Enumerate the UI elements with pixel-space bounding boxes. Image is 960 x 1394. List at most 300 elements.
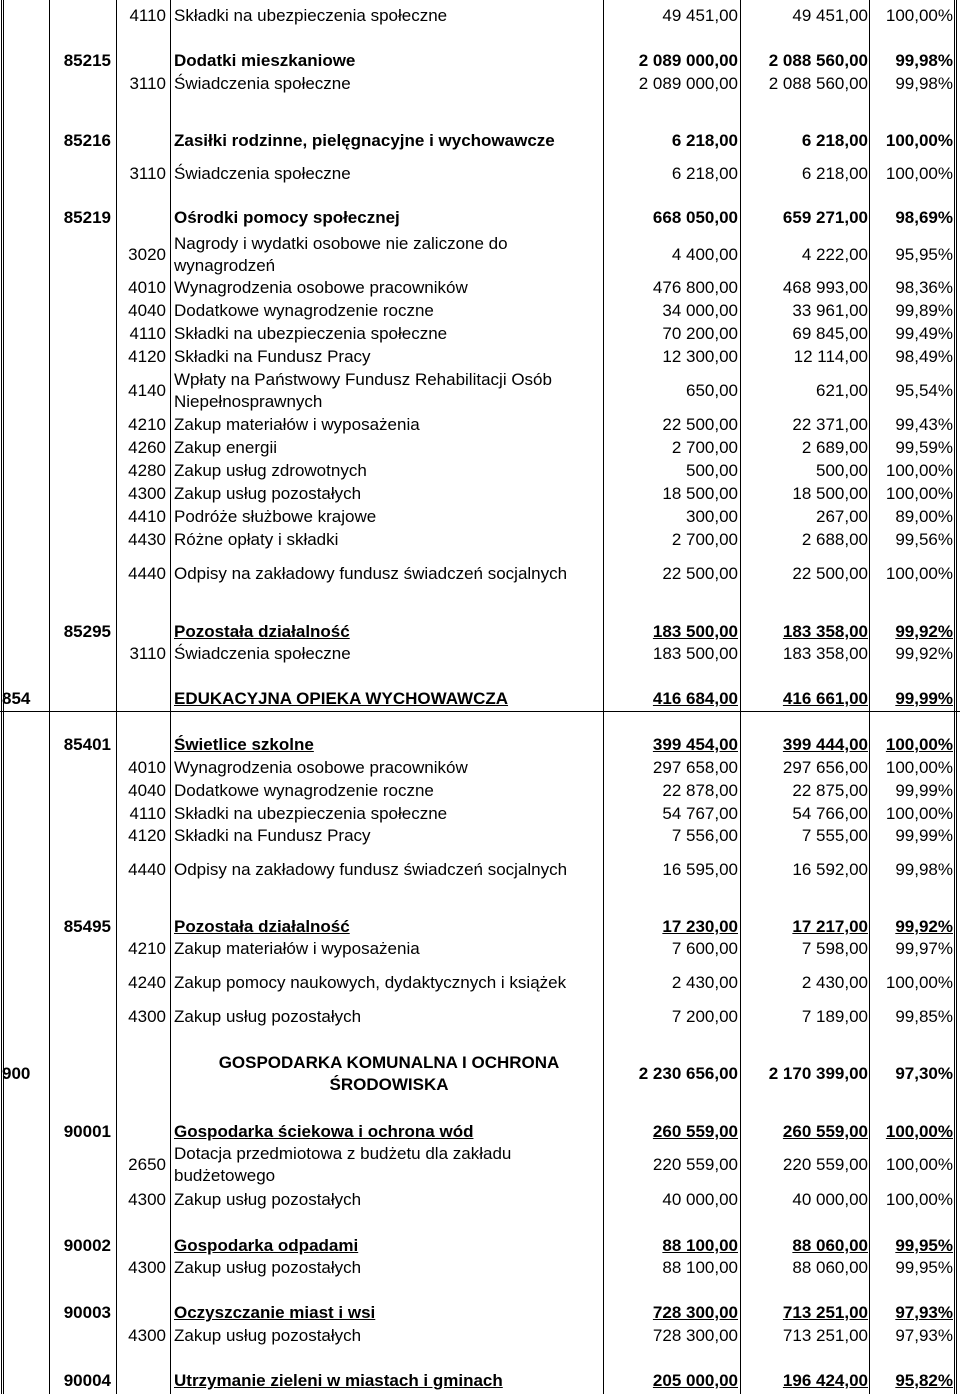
cell-roz: 90001 [63,1122,111,1141]
cell-plan: 205 000,00 [652,1371,738,1390]
cell-par: 4300 [128,1326,166,1345]
cell-exec: 54 766,00 [792,804,868,823]
cell-exec: 12 114,00 [793,347,868,366]
cell-name: Zakup usług pozostałych [174,484,362,503]
cell-name: Świadczenia społeczne [174,164,351,183]
cell-roz: 85215 [63,51,111,70]
table-row [0,937,960,961]
cell-dz [2,129,46,153]
cell-plan: 22 500,00 [662,415,738,434]
cell-roz [56,413,111,437]
cell-roz [56,802,111,826]
cell-par: 4040 [128,781,166,800]
cell-roz [56,858,111,882]
cell-dz [2,1188,46,1212]
cell-dz [2,345,46,369]
cell-plan: 2 430,00 [671,973,738,992]
cell-name: EDUKACYJNA OPIEKA WYCHOWAWCZA [174,689,509,708]
cell-plan: 34 000,00 [662,301,738,320]
cell-plan: 7 556,00 [671,826,738,845]
cell-exec: 6 218,00 [801,164,868,183]
cell-name: Świadczenia społeczne [174,644,351,663]
cell-plan: 6 218,00 [671,164,738,183]
cell-dz [2,505,46,529]
cell-exec: 17 217,00 [792,917,868,936]
cell-par: 4110 [129,804,166,823]
cell-pct: 100,00% [885,973,953,992]
cell-dz: 854 [2,689,31,708]
cell-dz [2,368,46,414]
cell-exec: 2 088 560,00 [768,74,868,93]
cell-pct: 99,98% [895,51,953,70]
cell-pct: 99,85% [895,1007,953,1026]
cell-exec: 220 559,00 [782,1155,868,1174]
cell-dz [2,620,46,644]
cell-name: Pozostała działalność [174,917,350,936]
cell-name: Dotacja przedmiotowa z budżetu dla zakładu budżetowego [174,1144,512,1185]
cell-plan: 17 230,00 [662,917,738,936]
table-row [0,505,960,529]
table-row [0,129,960,153]
cell-exec: 88 060,00 [792,1258,868,1277]
cell-name: Składki na ubezpieczenia społeczne [174,6,448,25]
cell-pct: 100,00% [885,1122,953,1141]
cell-name: Zakup usług pozostałych [174,1190,362,1209]
cell-plan: 2 230 656,00 [638,1064,738,1083]
cell-roz [56,505,111,529]
cell-par: 4210 [128,415,166,434]
cell-dz [2,1256,46,1280]
cell-name: Składki na ubezpieczenia społeczne [174,324,448,343]
cell-plan: 40 000,00 [662,1190,738,1209]
cell-par: 2650 [128,1155,166,1174]
cell-plan: 260 559,00 [652,1122,738,1141]
cell-dz [2,72,46,96]
cell-exec: 196 424,00 [782,1371,868,1390]
cell-par [118,49,166,73]
cell-plan: 18 500,00 [662,484,738,503]
cell-dz [2,459,46,483]
cell-pct: 98,36% [895,278,953,297]
cell-plan: 476 800,00 [652,278,738,297]
cell-par: 4300 [128,1258,166,1277]
cell-pct: 97,30% [895,1064,953,1083]
cell-roz [56,1005,111,1029]
cell-name: Zakup usług pozostałych [174,1007,362,1026]
cell-dz [2,1234,46,1258]
cell-par [118,733,166,757]
table-row [0,1301,960,1325]
cell-roz [56,562,111,586]
cell-roz [56,72,111,96]
cell-dz [2,733,46,757]
cell-plan: 4 400,00 [671,245,738,264]
cell-dz [2,413,46,437]
table-row [0,1256,960,1280]
cell-roz [56,824,111,848]
cell-roz [56,1142,111,1188]
cell-name: GOSPODARKA KOMUNALNA I OCHRONA ŚRODOWISKA [218,1053,560,1094]
cell-pct: 99,99% [895,781,953,800]
cell-pct: 99,98% [895,860,953,879]
table-row [0,562,960,586]
cell-plan: 668 050,00 [652,208,738,227]
table-row [0,232,960,278]
cell-name: Zakup usług zdrowotnych [174,461,367,480]
cell-pct: 100,00% [885,164,953,183]
cell-par: 4140 [128,381,166,400]
cell-roz [56,1188,111,1212]
cell-exec: 2 688,00 [801,530,868,549]
cell-roz [56,482,111,506]
cell-name: Utrzymanie zieleni w miastach i gminach [174,1371,503,1390]
cell-par: 4280 [128,461,166,480]
cell-name: Dodatki mieszkaniowe [174,51,356,70]
cell-exec: 88 060,00 [792,1236,868,1255]
cell-exec: 713 251,00 [782,1303,868,1322]
table-row [0,824,960,848]
cell-pct: 95,82% [895,1371,953,1390]
table-row [0,162,960,186]
table-row [0,802,960,826]
cell-pct: 99,92% [895,917,953,936]
cell-dz [2,1324,46,1348]
table-row [0,915,960,939]
cell-exec: 69 845,00 [792,324,868,343]
cell-dz [2,49,46,73]
cell-plan: 7 600,00 [671,939,738,958]
cell-exec: 22 500,00 [792,564,868,583]
cell-dz [2,824,46,848]
cell-exec: 297 656,00 [782,758,868,777]
cell-roz: 85495 [63,917,111,936]
cell-name: Dodatkowe wynagrodzenie roczne [174,781,434,800]
table-row [0,528,960,552]
cell-par: 3110 [129,74,166,93]
cell-plan: 500,00 [686,461,738,480]
cell-pct: 99,98% [895,74,953,93]
cell-dz [2,1142,46,1188]
cell-exec: 7 598,00 [801,939,868,958]
cell-dz [2,802,46,826]
cell-par: 4440 [128,860,166,879]
cell-exec: 49 451,00 [792,6,868,25]
table-row [0,345,960,369]
cell-name: Zakup pomocy naukowych, dydaktycznych i książek [174,973,567,992]
cell-plan: 183 500,00 [652,622,738,641]
cell-par: 4010 [128,278,166,297]
cell-name: Różne opłaty i składki [174,530,339,549]
cell-name: Składki na ubezpieczenia społeczne [174,804,448,823]
cell-exec: 2 088 560,00 [768,51,868,70]
cell-roz [56,436,111,460]
cell-par [118,1301,166,1325]
cell-name: Podróże służbowe krajowe [174,507,377,526]
cell-pct: 99,92% [895,622,953,641]
cell-par: 4300 [128,1007,166,1026]
table-row [0,642,960,666]
table-row [0,1188,960,1212]
cell-pct: 100,00% [885,461,953,480]
cell-par: 4440 [128,564,166,583]
cell-par: 3020 [128,245,166,264]
cell-par: 4110 [129,324,166,343]
table-row [0,1048,960,1100]
cell-exec: 22 371,00 [792,415,868,434]
cell-par: 4260 [128,438,166,457]
cell-dz [2,971,46,995]
cell-pct: 99,56% [895,530,953,549]
cell-par [118,1120,166,1144]
cell-roz: 90004 [63,1371,111,1390]
cell-name: Ośrodki pomocy społecznej [174,208,400,227]
cell-name: Zakup materiałów i wyposażenia [174,415,420,434]
cell-roz [56,937,111,961]
cell-dz [2,482,46,506]
cell-name: Zakup usług pozostałych [174,1258,362,1277]
cell-plan: 88 100,00 [662,1236,738,1255]
cell-pct: 98,49% [895,347,953,366]
table-row [0,482,960,506]
cell-par [118,1048,166,1100]
cell-pct: 100,00% [885,804,953,823]
cell-par: 4110 [129,6,166,25]
cell-exec: 500,00 [816,461,868,480]
cell-pct: 98,69% [895,208,953,227]
table-row [0,368,960,414]
table-row [0,436,960,460]
table-row [0,779,960,803]
table-row [0,1142,960,1188]
table-row [0,733,960,757]
cell-exec: 267,00 [816,507,868,526]
cell-pct: 99,99% [895,826,953,845]
cell-plan: 6 218,00 [671,131,738,150]
cell-name: Zakup usług pozostałych [174,1326,362,1345]
cell-roz [56,528,111,552]
cell-exec: 40 000,00 [792,1190,868,1209]
cell-plan: 70 200,00 [662,324,738,343]
cell-name: Zasiłki rodzinne, pielęgnacyjne i wychowawcze [174,131,555,150]
cell-plan: 12 300,00 [662,347,738,366]
cell-roz [56,322,111,346]
cell-par [118,1234,166,1258]
cell-roz: 85216 [63,131,111,150]
cell-par [118,1369,166,1393]
cell-roz [56,232,111,278]
cell-par [118,620,166,644]
cell-dz [2,1005,46,1029]
cell-roz [56,4,111,28]
table-row [0,413,960,437]
cell-dz [2,299,46,323]
cell-exec: 7 189,00 [801,1007,868,1026]
cell-par: 4300 [128,1190,166,1209]
cell-plan: 16 595,00 [662,860,738,879]
cell-pct: 89,00% [895,507,953,526]
cell-par [118,206,166,230]
cell-pct: 99,95% [895,1258,953,1277]
cell-pct: 100,00% [885,758,953,777]
cell-dz: 900 [2,1064,31,1083]
cell-pct: 97,93% [895,1326,953,1345]
cell-pct: 99,97% [895,939,953,958]
cell-exec: 7 555,00 [801,826,868,845]
cell-pct: 100,00% [885,564,953,583]
cell-pct: 99,92% [895,644,953,663]
cell-exec: 2 170 399,00 [768,1064,868,1083]
cell-exec: 4 222,00 [801,245,868,264]
table-row [0,276,960,300]
cell-roz [56,299,111,323]
cell-roz [56,756,111,780]
cell-name: Zakup materiałów i wyposażenia [174,939,420,958]
table-row [0,1234,960,1258]
cell-roz [56,1256,111,1280]
cell-exec: 2 430,00 [801,973,868,992]
cell-roz [56,345,111,369]
cell-name: Nagrody i wydatki osobowe nie zaliczone do wynagrodzeń [174,234,508,275]
cell-name: Gospodarka odpadami [174,1236,359,1255]
cell-dz [2,858,46,882]
cell-name: Świetlice szkolne [174,735,314,754]
cell-name: Wynagrodzenia osobowe pracowników [174,758,468,777]
cell-dz [2,436,46,460]
cell-pct: 99,99% [895,689,953,708]
cell-par: 4410 [128,507,166,526]
cell-name: Wynagrodzenia osobowe pracowników [174,278,468,297]
cell-pct: 100,00% [885,1190,953,1209]
cell-plan: 7 200,00 [671,1007,738,1026]
cell-roz [56,687,111,711]
cell-pct: 99,43% [895,415,953,434]
cell-pct: 100,00% [885,484,953,503]
cell-plan: 728 300,00 [652,1303,738,1322]
cell-name: Gospodarka ściekowa i ochrona wód [174,1122,474,1141]
table-row [0,620,960,644]
cell-roz: 85401 [63,735,111,754]
cell-plan: 22 500,00 [662,564,738,583]
cell-plan: 22 878,00 [662,781,738,800]
cell-plan: 88 100,00 [662,1258,738,1277]
cell-roz [56,1048,111,1100]
cell-roz: 90003 [63,1303,111,1322]
cell-exec: 468 993,00 [782,278,868,297]
cell-roz [56,459,111,483]
cell-dz [2,162,46,186]
cell-plan: 297 658,00 [652,758,738,777]
table-row [0,1324,960,1348]
cell-name: Zakup energii [174,438,278,457]
cell-pct: 100,00% [885,735,953,754]
table-row [0,206,960,230]
cell-par: 4120 [128,347,166,366]
cell-plan: 416 684,00 [652,689,738,708]
table-row [0,459,960,483]
cell-exec: 659 271,00 [782,208,868,227]
cell-plan: 728 300,00 [652,1326,738,1345]
cell-exec: 183 358,00 [782,622,868,641]
table-row [0,299,960,323]
cell-exec: 2 689,00 [801,438,868,457]
table-row [0,72,960,96]
cell-par: 4300 [128,484,166,503]
cell-plan: 300,00 [686,507,738,526]
cell-dz [2,1120,46,1144]
cell-plan: 2 700,00 [671,438,738,457]
cell-pct: 99,89% [895,301,953,320]
cell-name: Odpisy na zakładowy fundusz świadczeń socjalnych [174,860,568,879]
cell-dz [2,322,46,346]
cell-roz [56,779,111,803]
cell-plan: 399 454,00 [652,735,738,754]
cell-roz [56,971,111,995]
cell-par: 4430 [128,530,166,549]
cell-pct: 97,93% [895,1303,953,1322]
cell-dz [2,276,46,300]
cell-exec: 260 559,00 [782,1122,868,1141]
cell-exec: 16 592,00 [792,860,868,879]
cell-plan: 2 700,00 [671,530,738,549]
table-row [0,756,960,780]
table-row [0,1369,960,1393]
cell-dz [2,915,46,939]
table-row [0,858,960,882]
cell-roz [56,642,111,666]
cell-roz [56,276,111,300]
cell-exec: 22 875,00 [792,781,868,800]
cell-roz [56,368,111,414]
cell-dz [2,1369,46,1393]
cell-exec: 18 500,00 [792,484,868,503]
cell-par [118,129,166,153]
cell-dz [2,756,46,780]
cell-dz [2,779,46,803]
cell-exec: 621,00 [816,381,868,400]
cell-par [118,915,166,939]
cell-pct: 99,59% [895,438,953,457]
cell-name: Wpłaty na Państwowy Fundusz Rehabilitacji Osób Niepełnosprawnych [174,370,552,411]
cell-par: 3110 [129,644,166,663]
cell-par: 4040 [128,301,166,320]
cell-dz [2,642,46,666]
cell-roz [56,162,111,186]
cell-plan: 650,00 [686,381,738,400]
cell-roz: 90002 [63,1236,111,1255]
cell-par: 4240 [128,973,166,992]
cell-pct: 95,95% [895,245,953,264]
cell-name: Składki na Fundusz Pracy [174,347,371,366]
cell-exec: 183 358,00 [782,644,868,663]
cell-roz: 85219 [63,208,111,227]
cell-par: 4210 [128,939,166,958]
cell-plan: 2 089 000,00 [638,51,738,70]
cell-name: Świadczenia społeczne [174,74,351,93]
cell-par [118,687,166,711]
cell-name: Pozostała działalność [174,622,350,641]
cell-pct: 100,00% [885,1155,953,1174]
table-row [0,687,960,712]
cell-pct: 99,95% [895,1236,953,1255]
cell-plan: 2 089 000,00 [638,74,738,93]
cell-dz [2,562,46,586]
cell-dz [2,232,46,278]
cell-plan: 220 559,00 [652,1155,738,1174]
table-row [0,322,960,346]
cell-pct: 100,00% [885,6,953,25]
cell-exec: 713 251,00 [782,1326,868,1345]
cell-plan: 54 767,00 [662,804,738,823]
